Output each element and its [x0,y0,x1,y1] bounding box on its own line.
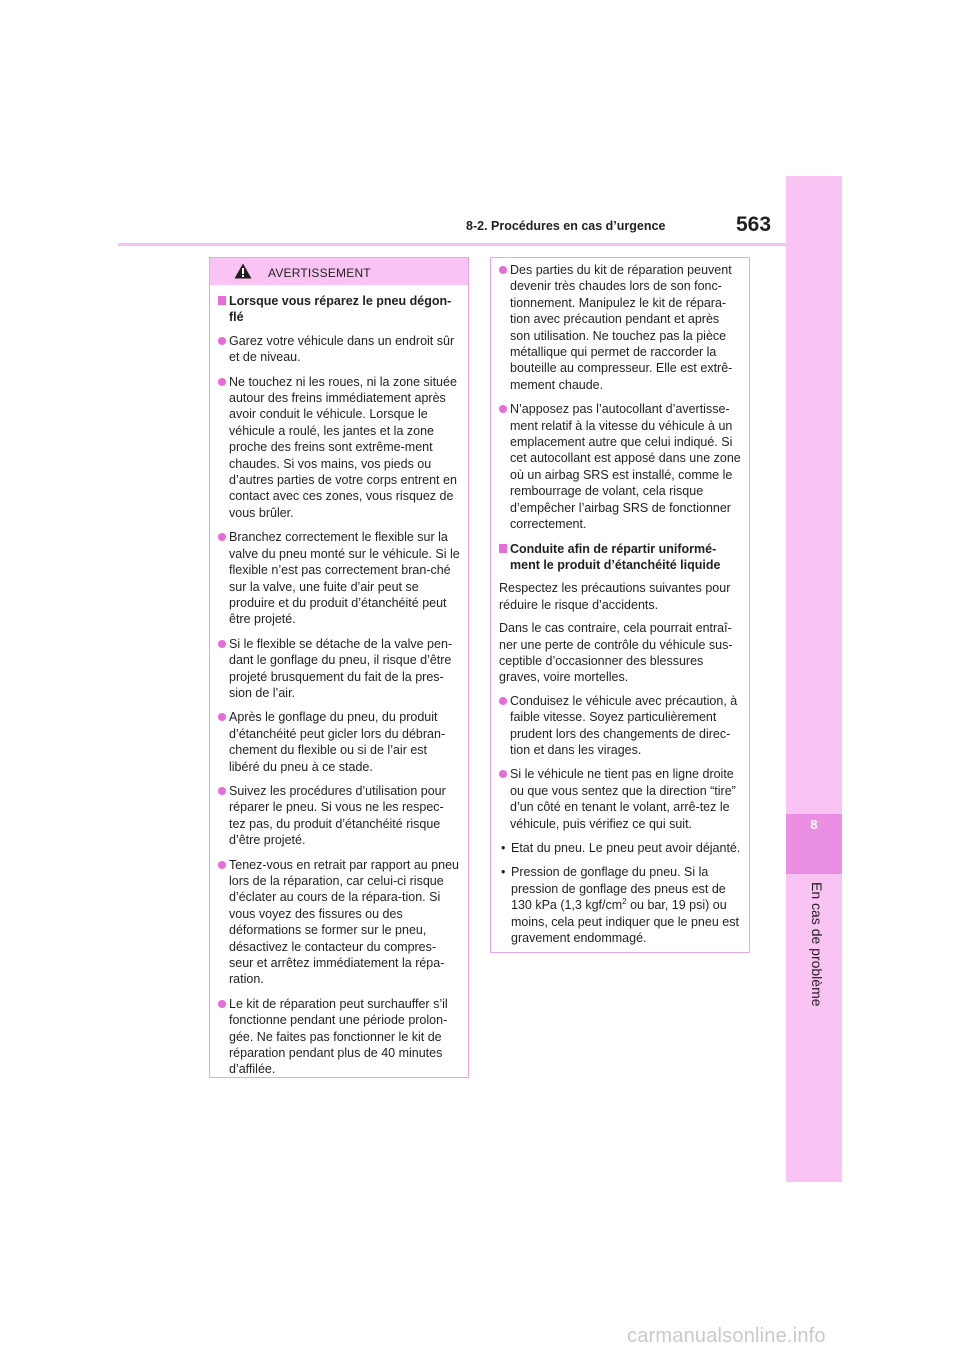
list-item [499,401,741,532]
list-item [218,374,460,522]
section-heading-text: Conduite afin de répartir uniformé-ment le produit d’étanchéité liquide [510,541,721,572]
list-item [499,766,741,832]
warning-title: AVERTISSEMENT [268,266,371,280]
dot-list-item-text: Etat du pneu. Le pneu peut avoir déjanté. [511,841,741,855]
dot-bullet-icon: • [501,841,506,855]
chapter-title: En cas de problème [809,882,825,1007]
list-item [218,529,460,627]
list-item-text: Le kit de réparation peut surchauffer s’il fonctionne pendant une période prolon-gée. Ne faites pas fonctionner le kit de réparation pendant plus de 40 minutes d’affilée. [229,996,448,1077]
paragraph: Respectez les précautions suivantes pour réduire le risque d’accidents. [499,581,731,612]
warning-box [209,257,469,1078]
warning-box-continued [490,257,750,953]
warning-heading [218,293,460,326]
square-bullet-icon [218,296,226,305]
dot-bullet-icon: • [501,865,506,880]
round-bullet-icon [218,378,226,386]
round-bullet-icon [499,697,507,705]
round-bullet-icon [499,266,507,274]
square-bullet-icon [499,544,507,553]
warning-heading-text: Lorsque vous réparez le pneu dégon-flé [229,294,452,325]
list-item [218,333,460,366]
list-item-text: Des parties du kit de réparation peuvent devenir très chaudes lors de son fonc-tionnement. Manipulez le kit de répara-tion avec précaution pendant et après son utilisation. Ne touchez pas la pièce métallique qui permet de raccorder la bouteille au compresseur. Elle est extrê-mement chaude. [510,263,733,392]
header-rule [118,243,786,246]
section-heading [499,541,741,574]
list-item [499,693,741,759]
chapter-side-tab [786,176,842,1182]
round-bullet-icon [218,533,226,541]
paragraph: Dans le cas contraire, cela pourrait entraî-ner une perte de contrôle du véhicule sus-ceptible d’occasionner des blessures graves, voire mortelles. [499,621,733,685]
superscript: 2 [622,897,627,907]
page-number: 563 [736,213,772,236]
footer-watermark: carmanualsonline.info [627,1325,826,1347]
dot-list-item-text: Pression de gonflage du pneu. Si la pression de gonflage des pneus est de 130 kPa (1,3 kgf/cm [511,865,726,913]
list-item [218,636,460,702]
round-bullet-icon [218,337,226,345]
list-item-text: Suivez les procédures d’utilisation pour réparer le pneu. Si vous ne les respec-tez pas, du produit d’étanchéité risque d’être projeté. [229,783,446,848]
dot-list-item [499,864,741,946]
list-item [218,709,460,775]
round-bullet-icon [218,861,226,869]
list-item [218,857,460,988]
section-title: 8-2. Procédures en cas d’urgence [466,219,666,233]
list-item-text: Ne touchez ni les roues, ni la zone située autour des freins immédiatement après avoir conduit le véhicule. Lorsque le véhicule a roulé, les jantes et la zone proche des freins sont extrême-ment chaudes. Si vos mains, vos pieds ou d’autres parties de votre corps entrent en contact avec ces zones, vous risquez de vous brûler. [229,374,457,520]
list-item [218,783,460,849]
list-item-text: Après le gonflage du pneu, du produit d’étanchéité peut gicler lors du débran-chement du flexible ou si de l’air est libéré du pneu à ce stade. [229,710,446,774]
round-bullet-icon [218,713,226,721]
list-item-text: Tenez-vous en retrait par rapport au pneu lors de la réparation, car celui-ci risque d’éclater au cours de la répara-tion. Si vous voyez des fissures ou des déformations se former sur le pneu, désactivez le contacteur du compres-seur et arrêtez immédiatement la répa-ration. [229,857,459,987]
chapter-number: 8 [810,817,818,832]
warning-header [210,258,468,285]
round-bullet-icon [218,787,226,795]
list-item-text: N’apposez pas l’autocollant d’avertisse-ment relatif à la vitesse du véhicule à un emplacement autre que celui indiqué. Si cet autocollant est apposé dans une zone où un airbag SRS est installé, comme le rembourrage de volant, cela risque d’empêcher l’airbag SRS de fonctionner correctement. [510,402,741,532]
round-bullet-icon [499,770,507,778]
warning-triangle-icon [234,263,252,279]
list-item-text: Branchez correctement le flexible sur la valve du pneu monté sur le véhicule. Si le flexible n’est pas correctement bran-ché sur la valve, une fuite d’air peut se produire et du produit d’étanchéité peut être projeté. [229,530,460,627]
round-bullet-icon [499,405,507,413]
dot-list-item [499,840,741,856]
list-item [499,262,741,393]
round-bullet-icon [218,640,226,648]
list-item-text: Si le véhicule ne tient pas en ligne droite ou que vous sentez que la direction “tire” d’un côté en tenant le volant, arrê-tez le véhicule, puis vérifiez ce qui suit. [510,767,736,831]
list-item [218,996,460,1078]
list-item-text: Si le flexible se détache de la valve pen-dant le gonflage du pneu, il risque d’être projeté brusquement du fait de la pres-sion de l’air. [229,636,453,700]
dot-list-item-text-cont: ou bar, 19 psi) ou moins, cela peut indiquer que le pneu est gravement endommagé. [511,898,739,946]
list-item-text: Garez votre véhicule dans un endroit sûr et de niveau. [229,333,455,365]
list-item-text: Conduisez le véhicule avec précaution, à faible vitesse. Soyez particulièrement prudent lors des changements de direc-tion et dans les virages. [510,693,738,757]
round-bullet-icon [218,1000,226,1008]
